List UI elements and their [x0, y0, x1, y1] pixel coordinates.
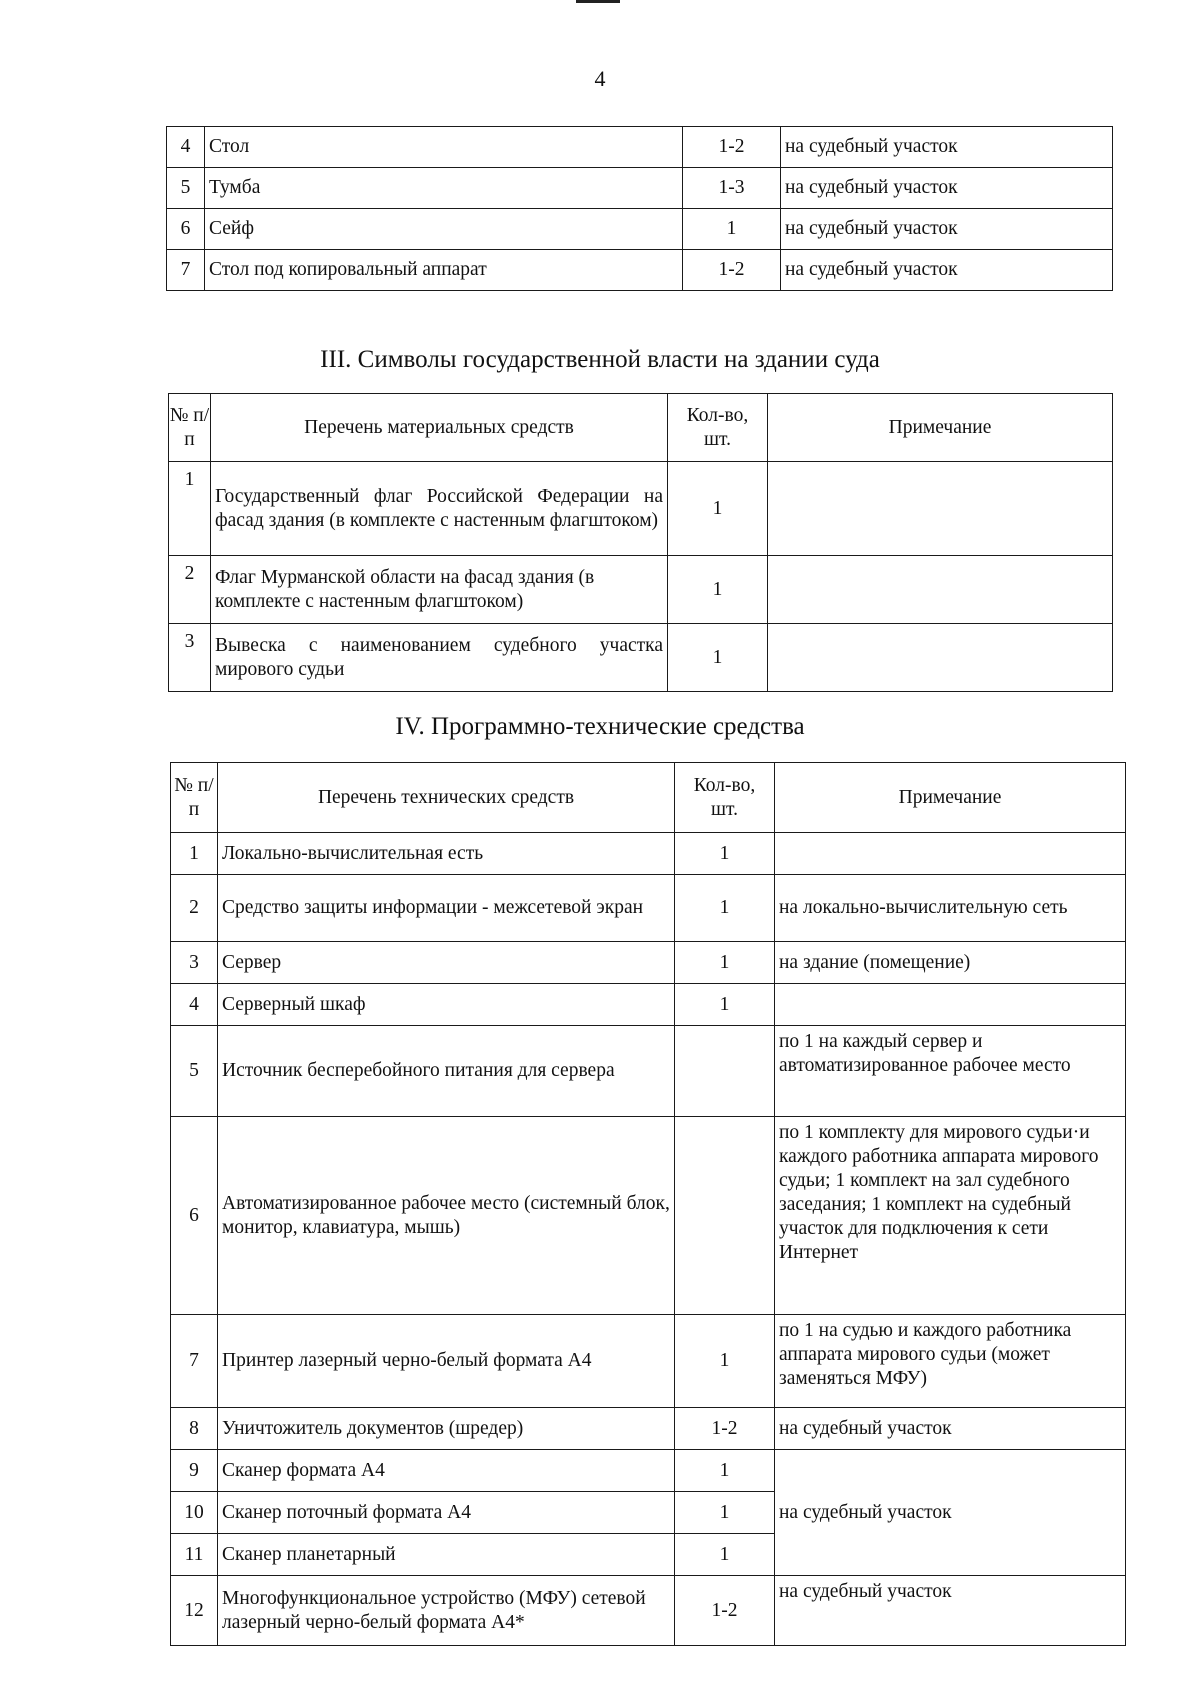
- header-note: Примечание: [768, 394, 1113, 462]
- item-name: Сервер: [218, 942, 675, 984]
- header-name: Перечень технических средств: [218, 763, 675, 833]
- item-name: Сканер планетарный: [218, 1534, 675, 1576]
- table-row: [169, 556, 1113, 624]
- item-note: на судебный участок: [781, 250, 1113, 291]
- table-row: [171, 942, 1126, 984]
- item-note: [768, 462, 1113, 556]
- table-row: [167, 209, 1113, 250]
- item-name: Сканер формата А4: [218, 1450, 675, 1492]
- item-name: Средство защиты информации - межсетевой экран: [218, 875, 675, 942]
- continuation-table: [166, 126, 1113, 291]
- item-name: Автоматизированное рабочее место (системный блок, монитор, клавиатура, мышь): [218, 1117, 675, 1315]
- item-qty: 1: [668, 624, 768, 692]
- table-row: [171, 1026, 1126, 1117]
- item-name: Сейф: [205, 209, 683, 250]
- item-qty: 1: [675, 984, 775, 1026]
- table-row: [171, 1117, 1126, 1315]
- item-qty: 1: [675, 875, 775, 942]
- table-row: [171, 1408, 1126, 1450]
- row-number: 1: [169, 462, 211, 556]
- item-name: Принтер лазерный черно-белый формата А4: [218, 1315, 675, 1408]
- row-number: 11: [171, 1534, 218, 1576]
- row-number: 9: [171, 1450, 218, 1492]
- page-number: 4: [594, 66, 606, 91]
- section-title: III. Символы государственной власти на здании суда: [320, 346, 880, 373]
- item-qty: 1-3: [683, 168, 781, 209]
- item-qty: 1: [675, 1450, 775, 1492]
- table-header-row: [171, 763, 1126, 833]
- row-number: 6: [171, 1117, 218, 1315]
- row-number: 3: [171, 942, 218, 984]
- table-header-row: [169, 394, 1113, 462]
- table-row: [167, 250, 1113, 291]
- item-qty: 1-2: [683, 250, 781, 291]
- row-number: 7: [171, 1315, 218, 1408]
- item-note: по 1 на судью и каждого работника аппарата мирового судьи (может заменяться МФУ): [775, 1315, 1126, 1408]
- item-note: на судебный участок: [775, 1408, 1126, 1450]
- header-qty: Кол-во, шт.: [675, 763, 775, 833]
- row-number: 5: [167, 168, 205, 209]
- item-name: Серверный шкаф: [218, 984, 675, 1026]
- item-qty: 1-2: [675, 1408, 775, 1450]
- item-qty: 1: [675, 1315, 775, 1408]
- row-number: 4: [167, 127, 205, 168]
- header-qty: Кол-во, шт.: [668, 394, 768, 462]
- row-number: 6: [167, 209, 205, 250]
- state-symbols-table: [168, 393, 1113, 692]
- table-row: [167, 168, 1113, 209]
- item-qty: 1: [675, 942, 775, 984]
- table-row: [171, 1315, 1126, 1408]
- item-qty: 1: [675, 833, 775, 875]
- table-row: [171, 833, 1126, 875]
- item-name: Флаг Мурманской области на фасад здания (в комплекте с настенным флагштоком): [211, 556, 668, 624]
- item-qty: 1: [675, 1492, 775, 1534]
- item-qty: 1-2: [683, 127, 781, 168]
- item-qty: 1: [683, 209, 781, 250]
- item-name: Сканер поточный формата А4: [218, 1492, 675, 1534]
- row-number: 10: [171, 1492, 218, 1534]
- item-qty: [675, 1026, 775, 1117]
- item-qty: 1: [668, 556, 768, 624]
- header-note: Примечание: [775, 763, 1126, 833]
- item-name: Источник бесперебойного питания для сервера: [218, 1026, 675, 1117]
- section-title: IV. Программно-технические средства: [395, 713, 805, 740]
- row-number: 2: [169, 556, 211, 624]
- technical-means-table: [170, 762, 1126, 1646]
- item-note: на судебный участок: [781, 168, 1113, 209]
- item-name: Стол: [205, 127, 683, 168]
- row-number: 1: [171, 833, 218, 875]
- table-row: [167, 127, 1113, 168]
- table-row: [169, 624, 1113, 692]
- item-name: Вывеска с наименованием судебного участка мирового судьи: [211, 624, 668, 692]
- row-number: 2: [171, 875, 218, 942]
- item-note: по 1 комплекту для мирового судьи·и каждого работника аппарата мирового судьи; 1 комплект на зал судебного заседания; 1 комплект на судебный участок для подключения к сети Интернет: [775, 1117, 1126, 1315]
- table-row: [171, 1576, 1126, 1646]
- row-number: 5: [171, 1026, 218, 1117]
- item-note: [775, 833, 1126, 875]
- item-name: Стол под копировальный аппарат: [205, 250, 683, 291]
- table-row: [171, 1450, 1126, 1492]
- item-note: по 1 на каждый сервер и автоматизированное рабочее место: [775, 1026, 1126, 1117]
- table-row: [171, 984, 1126, 1026]
- header-number: № п/п: [169, 394, 211, 462]
- header-name: Перечень материальных средств: [211, 394, 668, 462]
- item-note: [768, 556, 1113, 624]
- item-name: Уничтожитель документов (шредер): [218, 1408, 675, 1450]
- item-note: на судебный участок: [775, 1450, 1126, 1576]
- row-number: 7: [167, 250, 205, 291]
- item-name: Государственный флаг Российской Федерации на фасад здания (в комплекте с настенным флагштоком): [211, 462, 668, 556]
- item-name: Тумба: [205, 168, 683, 209]
- item-note: на судебный участок: [781, 209, 1113, 250]
- item-note: на локально-вычислительную сеть: [775, 875, 1126, 942]
- item-note: [775, 984, 1126, 1026]
- item-note: на здание (помещение): [775, 942, 1126, 984]
- item-qty: 1: [668, 462, 768, 556]
- item-note: на судебный участок: [781, 127, 1113, 168]
- table-row: [169, 462, 1113, 556]
- row-number: 3: [169, 624, 211, 692]
- table-row: [171, 875, 1126, 942]
- row-number: 12: [171, 1576, 218, 1646]
- row-number: 4: [171, 984, 218, 1026]
- header-number: № п/п: [171, 763, 218, 833]
- item-name: Локально-вычислительная есть: [218, 833, 675, 875]
- item-note: [768, 624, 1113, 692]
- item-qty: 1: [675, 1534, 775, 1576]
- item-note: на судебный участок: [775, 1576, 1126, 1646]
- item-name: Многофункциональное устройство (МФУ) сетевой лазерный черно-белый формата А4*: [218, 1576, 675, 1646]
- item-qty: [675, 1117, 775, 1315]
- row-number: 8: [171, 1408, 218, 1450]
- item-qty: 1-2: [675, 1576, 775, 1646]
- top-mark: [576, 0, 620, 3]
